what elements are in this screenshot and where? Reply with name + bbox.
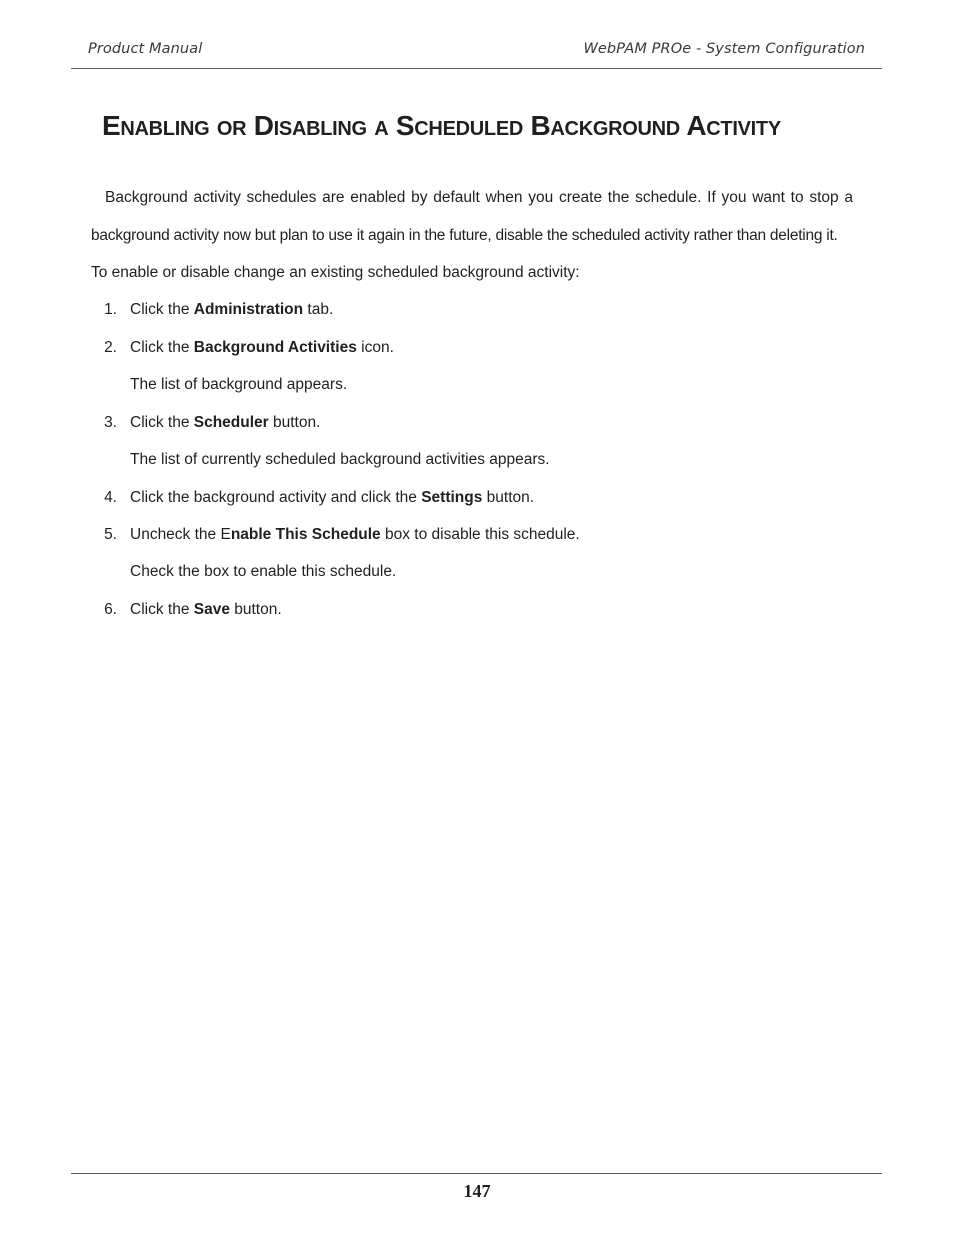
step-number: 3. [104,414,117,431]
intro-line-1: Background activity schedules are enabled by default when you create the schedule. If you want to stop a [105,189,853,206]
ui-term: Settings [421,489,483,506]
step-text: Click the Background Activities icon. [130,339,394,356]
step-number: 5. [104,526,117,543]
step-2-note: The list of background appears. [130,376,348,393]
intro-line-2: background activity now but plan to use it again in the future, disable the scheduled activity rather than deleting it. [91,227,838,244]
step-text: Click the Scheduler button. [130,414,321,431]
page-number: 147 [463,1181,491,1201]
step-number: 2. [104,339,117,356]
header-manual-title: Product Manual [88,41,203,57]
ui-term: Scheduler [193,414,269,431]
ui-term: Administration [193,301,304,318]
step-text: Click the Save button. [130,601,282,618]
ui-term: Save [193,601,230,618]
page-title: Enabling or Disabling a Scheduled Background Activity [102,110,781,141]
step-number: 6. [104,601,117,618]
page-header [71,38,882,69]
intro-line-3: To enable or disable change an existing scheduled background activity: [91,264,580,281]
ui-term: nable This Schedule [230,526,381,543]
step-number: 1. [104,301,117,318]
step-text: Click the background activity and click the Settings button. [130,489,535,506]
header-section-title: WebPAM PROe - System Configuration [583,41,865,57]
step-5-note: Check the box to enable this schedule. [130,563,397,580]
step-number: 4. [104,489,117,506]
step-text: Click the Administration tab. [130,301,334,318]
step-3-note: The list of currently scheduled background activities appears. [130,451,550,468]
footer-rule [71,1173,882,1174]
ui-term: Background Activities [193,339,357,356]
step-text: Uncheck the Enable This Schedule box to disable this schedule. [130,526,580,543]
